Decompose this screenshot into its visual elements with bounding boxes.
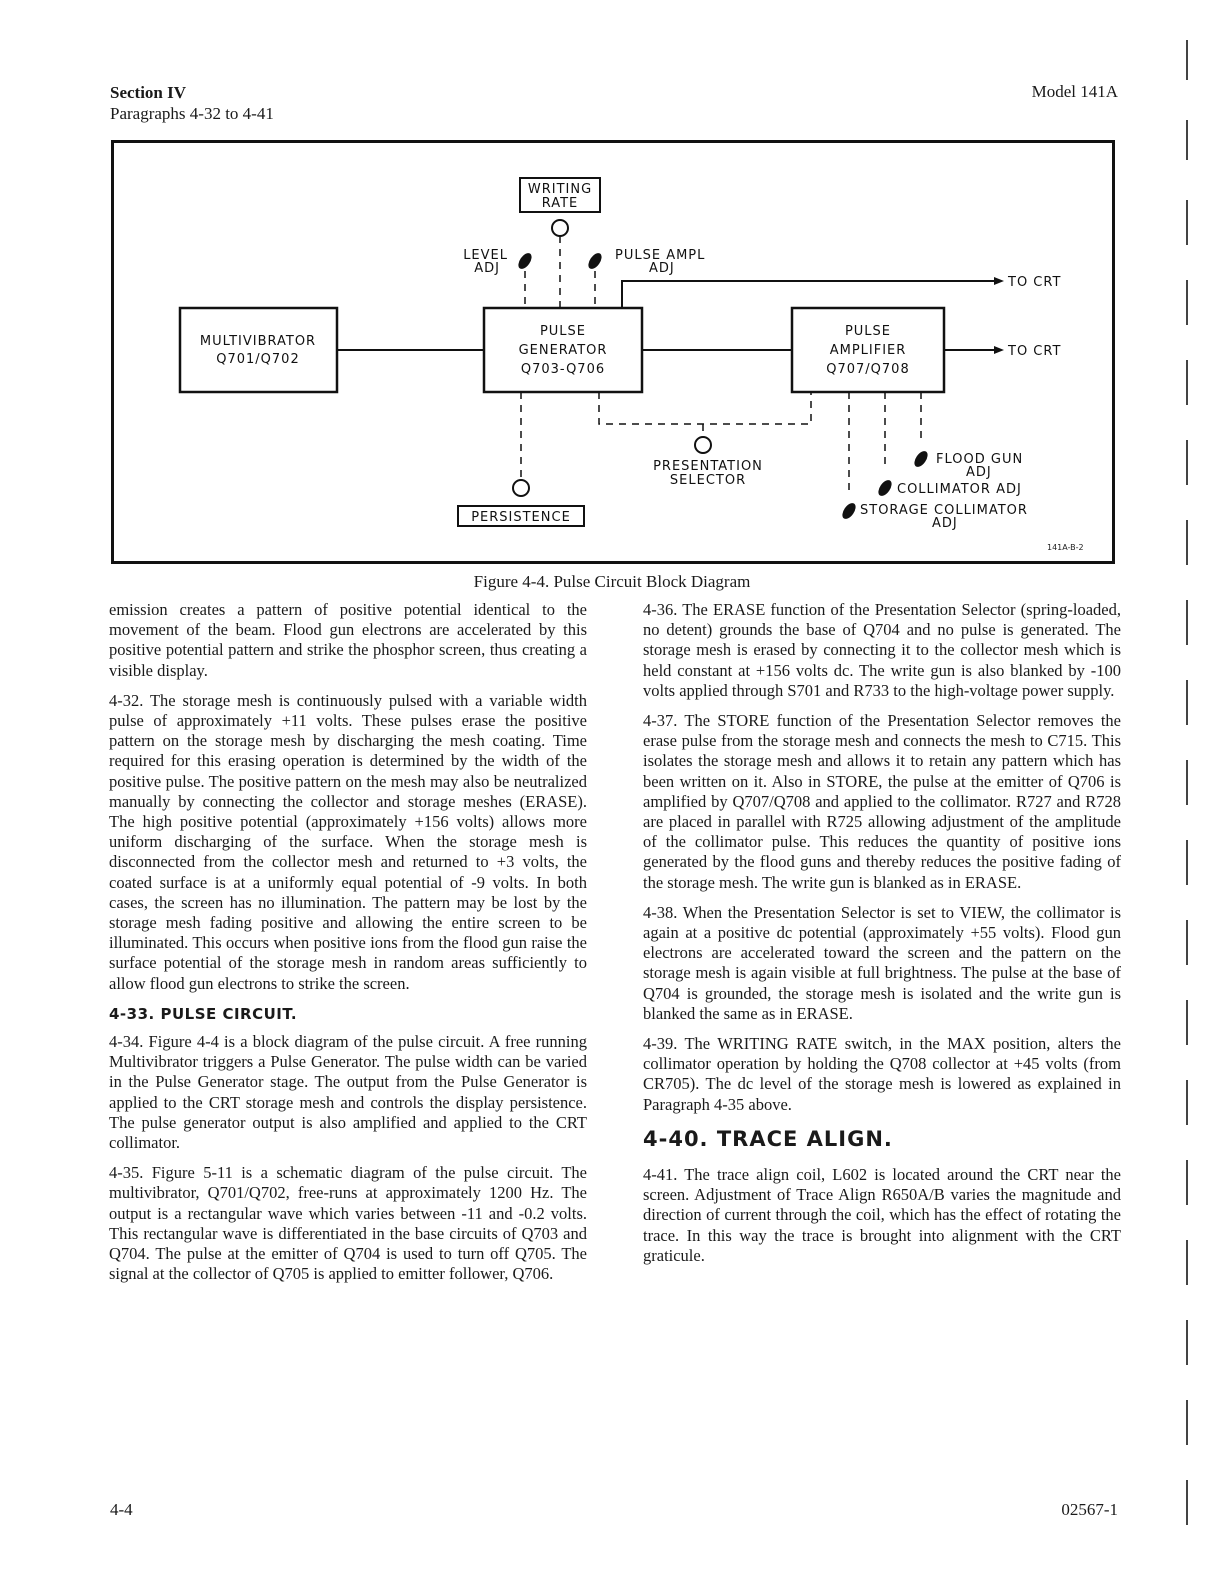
- pulse-ampl-label-1: PULSE AMPL: [615, 248, 706, 263]
- paragraph-4-32: 4-32. The storage mesh is continuously pulsed with a variable width pulse of approximately +11 volts. These pulses erase the positive pattern on the storage mesh by discharging the mesh coating. Time required for this erasing operation is determined by the width of the positive pulse. The positive pattern on the mesh may also be neutralized manually by connecting the collector and storage meshes (ERASE). The high positive potential (approximately +156 volts) allows more uniform discharging of the surface. When the storage mesh is disconnected from the collector mesh and returned to +3 volts, the coated surface is at a uniformly equal potential of -9 volts. In both cases, the screen has no illumination. The pattern may be lost by the storage mesh fading positive and allowing the entire screen to be illuminated. This occurs when positive ions from the flood gun raise the surface potential of the storage mesh in random areas sufficiently to allow flood gun electrons to strike the screen.: [109, 690, 587, 993]
- storage-collimator-adj-screw-icon: [840, 501, 859, 521]
- pulse-amplifier-label-3: Q707/Q708: [826, 362, 910, 377]
- paragraph-4-39: 4-39. The WRITING RATE switch, in the MAX position, alters the collimator operation by holding the Q708 collector at +45 volts (from CR705). The dc level of the storage mesh is lowered as explained in Paragraph 4-35 above.: [643, 1034, 1121, 1114]
- section-label: Section IV: [110, 83, 187, 102]
- pulse-generator-label-1: PULSE: [539, 324, 587, 339]
- to-crt-label-2: TO CRT: [1008, 344, 1062, 359]
- presentation-selector-knob-icon: [695, 437, 711, 453]
- level-adj-label-2: ADJ: [474, 261, 500, 276]
- document-number: 02567-1: [1061, 1500, 1118, 1519]
- multivibrator-label-1: MULTIVIBRATOR: [199, 334, 317, 349]
- paragraph-continued: emission creates a pattern of positive potential identical to the movement of the beam. Flood gun electrons are accelerated by this positive potential pattern and strike the phosphor screen, thus creating a visible display.: [109, 600, 587, 680]
- writing-rate-knob-icon: [552, 220, 568, 236]
- paragraph-4-37: 4-37. The STORE function of the Presentation Selector removes the erase pulse from the storage mesh and connects the mesh to C715. This isolates the storage mesh and allows it to retain any pattern which has been written on it. Also in STORE, the pulse at the emitter of Q706 is amplified by Q707/Q708 and applied to the collimator. R727 and R728 are placed in parallel with R725 allowing adjustment of the amplitude of the collimator pulse. This reduces the quantity of positive ions generated by the flood guns and thereby reduces the positive fading of the storage mesh. The write gun is blanked as in ERASE.: [643, 711, 1121, 892]
- flood-gun-label-2: ADJ: [966, 465, 992, 480]
- page-number: 4-4: [110, 1500, 133, 1519]
- persistence-knob-icon: [513, 480, 529, 496]
- multivibrator-label-2: Q701/Q702: [216, 352, 300, 367]
- paragraph-4-35: 4-35. Figure 5-11 is a schematic diagram of the pulse circuit. The multivibrator, Q701/Q702, free-runs at approximately 1200 Hz. The output is a rectangular wave which varies between -11 and -0.2 volts. This rectangular wave is differentiated in the base circuits of Q703 and Q704. The pulse at the emitter of Q704 is used to turn off Q705. The signal at the collector of Q705 is applied to emitter follower, Q706.: [109, 1163, 587, 1284]
- pulse-ampl-adj-screw-icon: [586, 251, 605, 271]
- collimator-adj-screw-icon: [876, 478, 895, 498]
- storage-collimator-label-2: ADJ: [932, 516, 958, 531]
- storage-collimator-label-1: STORAGE COLLIMATOR: [860, 503, 1028, 518]
- right-column: [643, 600, 1121, 1276]
- pulse-amplifier-label-1: PULSE: [844, 324, 892, 339]
- figure-code: 141A-B-2: [1047, 543, 1084, 552]
- figure-caption: Figure 4-4. Pulse Circuit Block Diagram: [473, 572, 751, 591]
- binding-margin-marks: [1186, 40, 1194, 1550]
- paragraphs-range: Paragraphs 4-32 to 4-41: [110, 104, 274, 123]
- persistence-label: PERSISTENCE: [471, 510, 571, 525]
- page-header-left: [110, 82, 274, 124]
- pulse-amplifier-label-2: AMPLIFIER: [829, 343, 907, 358]
- paragraph-4-34: 4-34. Figure 4-4 is a block diagram of the pulse circuit. A free running Multivibrator triggers a Pulse Generator. The pulse width can be varied in the Pulse Generator stage. The output from the Pulse Generator is applied to the CRT storage mesh and controls the display persistence. The pulse generator output is also amplified and applied to the CRT collimator.: [109, 1032, 587, 1153]
- heading-4-33: 4-33. PULSE CIRCUIT.: [109, 1004, 298, 1023]
- to-crt-label-1: TO CRT: [1008, 275, 1062, 290]
- paragraph-4-36: 4-36. The ERASE function of the Presentation Selector (spring-loaded, no detent) grounds the base of Q704 and no pulse is generated. The storage mesh is erased by connecting it to the collector mesh which is held constant at +156 volts dc. The write gun is also blanked by -100 volts applied through S701 and R733 to the high-voltage power supply.: [643, 600, 1121, 700]
- left-column: [109, 600, 587, 1295]
- heading-4-40: 4-40. TRACE ALIGN.: [643, 1126, 893, 1151]
- writing-rate-label-2: RATE: [541, 196, 579, 211]
- pulse-ampl-label-2: ADJ: [649, 261, 675, 276]
- presentation-selector-label-1: PRESENTATION: [653, 459, 763, 474]
- level-adj-screw-icon: [516, 251, 535, 271]
- block-diagram-svg: [114, 143, 1112, 561]
- pulse-generator-label-2: GENERATOR: [518, 343, 608, 358]
- paragraph-4-41: 4-41. The trace align coil, L602 is located around the CRT near the screen. Adjustment of Trace Align R650A/B varies the magnitude and direction of current through the coil, which has the effect of rotating the trace. In this way the trace is brought into alignment with the CRT graticule.: [643, 1165, 1121, 1265]
- paragraph-4-38: 4-38. When the Presentation Selector is set to VIEW, the collimator is again at a positive dc potential (approximately +55 volts). Flood gun electrons are accelerated toward the screen and the pattern on the storage mesh is again visible at full brightness. The pulse at the base of Q704 is grounded, the storage mesh is isolated and the write gun is blanked the same as in ERASE.: [643, 902, 1121, 1023]
- presentation-selector-label-2: SELECTOR: [669, 473, 747, 488]
- level-adj-label-1: LEVEL: [463, 248, 508, 263]
- block-diagram-figure: [111, 140, 1115, 564]
- flood-gun-adj-screw-icon: [912, 449, 931, 469]
- multivibrator-block: [180, 308, 337, 392]
- collimator-adj-label: COLLIMATOR ADJ: [897, 482, 1022, 497]
- writing-rate-label-1: WRITING: [527, 182, 593, 197]
- pulse-generator-label-3: Q703-Q706: [520, 362, 606, 377]
- model-label: Model 141A: [1031, 82, 1118, 101]
- flood-gun-label-1: FLOOD GUN: [936, 452, 1024, 467]
